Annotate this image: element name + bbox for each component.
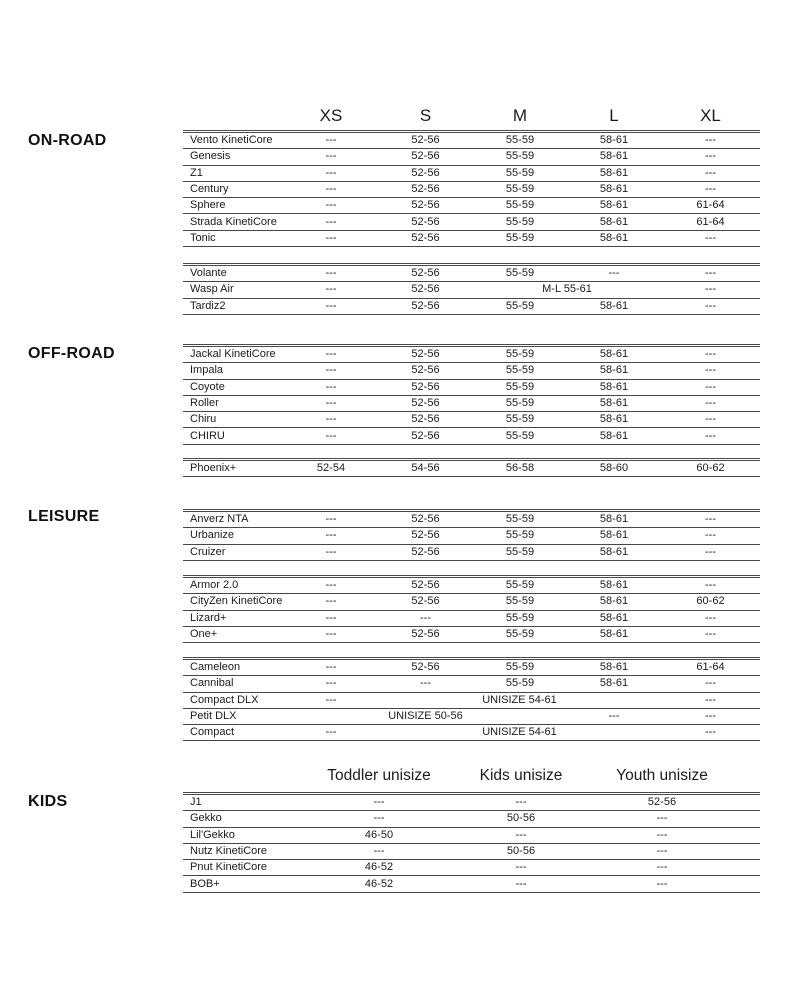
size-value: ---: [705, 166, 716, 179]
table-row: [183, 660, 760, 676]
size-value: 52-56: [411, 397, 440, 410]
product-name: One+: [190, 628, 218, 641]
table-row: [183, 512, 760, 528]
size-value: 52-56: [411, 513, 440, 526]
size-value: ---: [705, 299, 716, 312]
size-value: ---: [325, 579, 337, 592]
table-row: [183, 363, 760, 379]
size-value: 61-64: [696, 199, 725, 212]
size-value: ---: [705, 579, 716, 592]
size-value: ---: [705, 413, 716, 426]
size-value: ---: [325, 134, 337, 147]
size-value: 46-52: [364, 877, 394, 890]
table-row: [183, 709, 760, 725]
size-value: 58-61: [599, 364, 629, 377]
size-value: 58-61: [599, 661, 629, 674]
table-row: [183, 396, 760, 412]
size-value: 58-61: [599, 134, 629, 147]
column-header-label: Youth unisize: [616, 767, 708, 784]
size-value: ---: [325, 693, 337, 706]
size-value: 55-59: [505, 397, 535, 410]
size-value: ---: [705, 183, 716, 196]
product-name: CHIRU: [190, 429, 225, 442]
size-value: 52-56: [411, 545, 440, 558]
column-header-label: Toddler unisize: [327, 767, 431, 784]
table-row: [183, 347, 760, 363]
size-value: 55-59: [505, 513, 535, 526]
table-row: [183, 299, 760, 315]
size-value: 54-56: [411, 462, 440, 475]
product-name: Sphere: [190, 199, 226, 212]
size-value: 58-61: [599, 150, 629, 163]
column-header-label: XL: [700, 106, 721, 125]
size-value: ---: [656, 828, 668, 841]
size-value: M-L 55-61: [542, 283, 592, 296]
size-value: ---: [325, 397, 337, 410]
size-value: ---: [705, 231, 716, 244]
product-name: Anverz NTA: [190, 513, 249, 526]
column-header-label: XS: [319, 106, 343, 125]
size-value: 55-59: [505, 661, 535, 674]
size-value: ---: [325, 267, 337, 280]
size-value: ---: [705, 693, 716, 706]
size-value: ---: [705, 545, 716, 558]
size-value: 50-56: [506, 812, 536, 825]
size-value: 52-56: [411, 134, 440, 147]
size-value: 52-56: [411, 529, 440, 542]
product-name: Roller: [190, 397, 219, 410]
size-value: ---: [325, 364, 337, 377]
size-value: 60-62: [696, 595, 725, 608]
size-value: 55-59: [505, 677, 535, 690]
size-column-headers: [183, 104, 760, 126]
size-value: 58-61: [599, 348, 629, 361]
size-value: ---: [325, 611, 337, 624]
size-value: ---: [420, 677, 431, 690]
size-value: 58-61: [599, 579, 629, 592]
product-name: Cruizer: [190, 545, 226, 558]
product-name: Z1: [190, 166, 203, 179]
size-value: ---: [656, 861, 668, 874]
table-row: [183, 528, 760, 544]
size-value: 55-59: [505, 267, 535, 280]
size-value: ---: [705, 364, 716, 377]
size-value: ---: [325, 413, 337, 426]
size-value: 46-52: [364, 861, 394, 874]
size-value: 50-56: [506, 845, 536, 858]
column-header-label: S: [419, 106, 432, 125]
off-road-table-2: [183, 458, 760, 477]
size-value: 58-61: [599, 628, 629, 641]
size-value: ---: [325, 513, 337, 526]
size-value: 52-56: [411, 267, 440, 280]
table-row: [183, 627, 760, 643]
size-value: 58-61: [599, 380, 629, 393]
size-value: 55-59: [505, 380, 535, 393]
size-value: ---: [705, 628, 716, 641]
size-value: 58-61: [599, 677, 629, 690]
product-name: Gekko: [190, 812, 222, 825]
product-name: Compact DLX: [190, 693, 259, 706]
size-value: 52-56: [411, 166, 440, 179]
size-value: ---: [325, 166, 337, 179]
size-value: 61-64: [696, 661, 725, 674]
size-value: 58-60: [599, 462, 629, 475]
size-value: 58-61: [599, 529, 629, 542]
size-value: 55-59: [505, 595, 535, 608]
size-value: 58-61: [599, 397, 629, 410]
size-value: 55-59: [505, 611, 535, 624]
size-value: ---: [705, 134, 716, 147]
product-name: Century: [190, 183, 229, 196]
size-value: 55-59: [505, 134, 535, 147]
section-label-kids: KIDS: [28, 793, 68, 810]
size-value: 55-59: [505, 429, 535, 442]
table-row: [183, 461, 760, 477]
size-value: 52-56: [411, 380, 440, 393]
leisure-table-3: [183, 657, 760, 741]
product-name: Vento KinetiCore: [190, 134, 273, 147]
table-row: [183, 380, 760, 396]
size-value: 58-61: [599, 299, 629, 312]
size-value: 58-61: [599, 183, 629, 196]
size-value: 55-59: [505, 348, 535, 361]
size-value: ---: [705, 348, 716, 361]
size-value: 55-59: [505, 231, 535, 244]
product-name: Genesis: [190, 150, 231, 163]
product-name: Pnut KinetiCore: [190, 861, 268, 874]
size-value: 55-59: [505, 579, 535, 592]
column-header-label: Kids unisize: [479, 767, 563, 784]
size-value: ---: [325, 726, 337, 739]
size-value: 52-56: [411, 231, 440, 244]
size-value: ---: [705, 611, 716, 624]
size-value: 52-56: [411, 429, 440, 442]
size-value: 52-56: [411, 283, 440, 296]
product-name: Coyote: [190, 380, 225, 393]
size-value: 55-59: [505, 150, 535, 163]
size-value: ---: [325, 150, 337, 163]
size-value: ---: [325, 380, 337, 393]
product-name: Armor 2.0: [190, 579, 239, 592]
size-value: 55-59: [505, 183, 535, 196]
size-value: ---: [705, 677, 716, 690]
size-value: ---: [705, 710, 716, 723]
off-road-table-1: [183, 344, 760, 445]
size-value: UNISIZE 54-61: [482, 693, 557, 706]
size-value: ---: [515, 877, 527, 890]
size-value: 55-59: [505, 529, 535, 542]
leisure-table-2: [183, 575, 760, 643]
size-value: ---: [325, 348, 337, 361]
table-row: [183, 578, 760, 594]
size-value: 52-56: [411, 299, 440, 312]
size-value: ---: [705, 380, 716, 393]
size-value: 52-56: [411, 595, 440, 608]
table-row: [183, 412, 760, 428]
table-row: [183, 611, 760, 627]
size-value: 58-61: [599, 513, 629, 526]
size-value: 52-56: [411, 364, 440, 377]
table-row: [183, 594, 760, 610]
table-row: [183, 266, 760, 282]
size-value: ---: [656, 877, 668, 890]
size-value: 52-56: [647, 796, 677, 809]
table-row: [183, 231, 760, 247]
table-row: [183, 860, 760, 876]
size-value: ---: [373, 812, 385, 825]
size-value: ---: [656, 845, 668, 858]
column-header-label: M: [512, 106, 528, 125]
section-label-leisure: LEISURE: [28, 508, 100, 525]
product-name: Impala: [190, 364, 224, 377]
leisure-table-1: [183, 509, 760, 561]
size-value: 58-61: [599, 215, 629, 228]
on-road-table-2: [183, 263, 760, 315]
size-value: UNISIZE 54-61: [482, 726, 557, 739]
size-value: ---: [373, 796, 385, 809]
size-value: 58-61: [599, 429, 629, 442]
product-name: Strada KinetiCore: [190, 215, 277, 228]
size-value: 55-59: [505, 299, 535, 312]
size-value: ---: [515, 796, 527, 809]
table-row: [183, 844, 760, 860]
size-value: ---: [705, 397, 716, 410]
size-value: ---: [705, 267, 716, 280]
size-value: UNISIZE 50-56: [388, 710, 463, 723]
size-value: ---: [420, 611, 431, 624]
size-value: ---: [705, 283, 716, 296]
size-value: 52-56: [411, 413, 440, 426]
product-name: Nutz KinetiCore: [190, 845, 268, 858]
size-value: ---: [325, 183, 337, 196]
section-label-off-road: OFF-ROAD: [28, 345, 115, 362]
product-name: Chiru: [190, 413, 217, 426]
on-road-table-1: [183, 130, 760, 247]
section-label-on-road: ON-ROAD: [28, 132, 107, 149]
size-value: ---: [705, 513, 716, 526]
table-row: [183, 828, 760, 844]
size-value: ---: [325, 529, 337, 542]
size-value: ---: [325, 677, 337, 690]
size-value: ---: [325, 215, 337, 228]
size-value: ---: [325, 661, 337, 674]
size-value: 58-61: [599, 413, 629, 426]
size-value: 55-59: [505, 545, 535, 558]
size-value: ---: [325, 628, 337, 641]
size-value: 52-56: [411, 183, 440, 196]
table-row: [183, 282, 760, 298]
product-name: BOB+: [190, 877, 220, 890]
size-value: ---: [515, 828, 527, 841]
size-value: 55-59: [505, 364, 535, 377]
product-name: Wasp Air: [190, 283, 234, 296]
product-name: J1: [190, 796, 202, 809]
table-row: [183, 166, 760, 182]
kids-column-headers: [183, 765, 760, 785]
size-value: ---: [608, 710, 620, 723]
size-value: ---: [325, 429, 337, 442]
table-row: [183, 545, 760, 561]
table-row: [183, 149, 760, 165]
product-name: Phoenix+: [190, 462, 237, 475]
product-name: Tardiz2: [190, 299, 226, 312]
size-value: ---: [656, 812, 668, 825]
size-value: ---: [325, 595, 337, 608]
table-row: [183, 198, 760, 214]
size-value: 58-61: [599, 611, 629, 624]
product-name: Lil'Gekko: [190, 828, 235, 841]
product-name: Lizard+: [190, 611, 227, 624]
product-name: Cannibal: [190, 677, 234, 690]
table-row: [183, 133, 760, 149]
size-value: 58-61: [599, 199, 629, 212]
product-name: Compact: [190, 726, 235, 739]
kids-table: [183, 792, 760, 893]
product-name: Jackal KinetiCore: [190, 348, 276, 361]
product-name: CityZen KinetiCore: [190, 595, 283, 608]
size-value: 58-61: [599, 231, 629, 244]
table-row: [183, 214, 760, 230]
size-value: 58-61: [599, 595, 629, 608]
size-value: 52-56: [411, 199, 440, 212]
size-value: ---: [705, 429, 716, 442]
product-name: Volante: [190, 267, 227, 280]
table-row: [183, 693, 760, 709]
size-value: ---: [705, 529, 716, 542]
size-value: 58-61: [599, 545, 629, 558]
product-name: Cameleon: [190, 661, 241, 674]
size-value: 52-56: [411, 661, 440, 674]
size-value: ---: [325, 545, 337, 558]
size-value: 55-59: [505, 628, 535, 641]
size-value: 52-56: [411, 150, 440, 163]
size-value: 55-59: [505, 215, 535, 228]
size-value: 52-56: [411, 348, 440, 361]
size-value: 52-54: [316, 462, 346, 475]
size-value: ---: [325, 299, 337, 312]
size-value: ---: [325, 199, 337, 212]
table-row: [183, 182, 760, 198]
product-name: Petit DLX: [190, 710, 237, 723]
product-name: Tonic: [190, 231, 216, 244]
size-value: ---: [608, 267, 620, 280]
size-value: 52-56: [411, 215, 440, 228]
size-value: ---: [515, 861, 527, 874]
table-row: [183, 676, 760, 692]
column-header-label: L: [609, 106, 619, 125]
size-value: ---: [325, 283, 337, 296]
size-value: 56-58: [505, 462, 535, 475]
size-value: ---: [325, 231, 337, 244]
size-value: 55-59: [505, 166, 535, 179]
table-row: [183, 876, 760, 892]
size-value: 58-61: [599, 166, 629, 179]
table-row: [183, 428, 760, 444]
size-value: 61-64: [696, 215, 725, 228]
table-row: [183, 811, 760, 827]
size-value: 55-59: [505, 199, 535, 212]
size-value: ---: [705, 150, 716, 163]
size-value: ---: [705, 726, 716, 739]
size-value: 55-59: [505, 413, 535, 426]
size-value: 46-50: [364, 828, 394, 841]
size-value: 52-56: [411, 628, 440, 641]
table-row: [183, 725, 760, 741]
size-value: 52-56: [411, 579, 440, 592]
table-row: [183, 795, 760, 811]
size-value: ---: [373, 845, 385, 858]
size-value: 60-62: [696, 462, 725, 475]
product-name: Urbanize: [190, 529, 235, 542]
